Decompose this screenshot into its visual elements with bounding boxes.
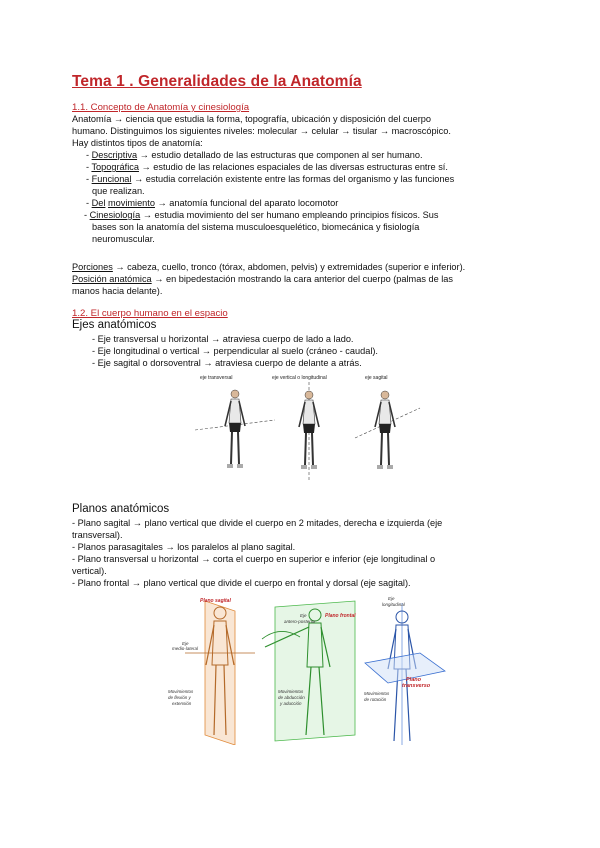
label-eje-ap: Eje — [300, 613, 307, 618]
page-title: Tema 1 . Generalidades de la Anatomía — [72, 73, 362, 90]
label-plano-frontal: Plano frontal — [325, 613, 356, 619]
axes-figure — [195, 368, 430, 483]
posicion-continuation: manos hacia delante). — [72, 286, 163, 296]
planes-figure — [160, 595, 450, 745]
label-plano-trans: Plano — [406, 677, 421, 683]
axis-label-transversal: eje transversal — [200, 375, 233, 381]
list-item-funcional: - Funcional → estudia correlación existente entre las formas del organismo y las funciones — [86, 174, 455, 184]
label-mov-fe: de flexión y — [168, 695, 191, 700]
plano-item: - Plano frontal → plano vertical que divide el cuerpo en frontal y dorsal (eje sagital). — [72, 578, 411, 588]
figure-plano-sagital — [168, 598, 255, 745]
list-item-continuation: neuromuscular. — [92, 234, 155, 244]
plano-item: transversal). — [72, 530, 123, 540]
list-item-continuation: bases son la anatomía del sistema musculoesquelético, biomecánica y fisiología — [92, 222, 420, 232]
porciones-line: Porciones → cabeza, cuello, tronco (tórax, abdomen, pelvis) y extremidades (superior e inferior). — [72, 262, 466, 272]
eje-item: - Eje longitudinal o vertical → perpendicular al suelo (cráneo - caudal). — [92, 346, 378, 356]
plano-item: - Plano transversal u horizontal → corta el cuerpo en superior e inferior (eje longitudinal o — [72, 554, 436, 564]
eje-item: - Eje transversal u horizontal → atraviesa cuerpo de lado a lado. — [92, 334, 354, 344]
figure-plano-transverso — [364, 596, 445, 745]
label-eje-long: Eje — [388, 596, 395, 601]
section-heading-1-2: 1.2. El cuerpo humano en el espacio — [72, 308, 228, 319]
ejes-subtitle: Ejes anatómicos — [72, 319, 157, 331]
figure-plano-frontal — [262, 601, 356, 741]
label-plano-trans: transverso — [402, 683, 431, 689]
label-mov-fe: extensión — [172, 701, 192, 706]
label-eje-ap: antero-posterior — [284, 619, 316, 624]
label-eje-ml: medio-lateral — [172, 646, 199, 651]
figure-sagital — [355, 375, 420, 469]
label-mov-aa: Movimientos — [278, 689, 304, 694]
planos-subtitle: Planos anatómicos — [72, 503, 170, 515]
figure-longitudinal — [272, 375, 327, 480]
label-mov-fe: Movimientos — [168, 689, 194, 694]
eje-item: - Eje sagital o dorsoventral → atraviesa cuerpo de delante a atrás. — [92, 358, 362, 368]
list-item-continuation: que realizan. — [92, 186, 145, 196]
plano-item: - Planos parasagitales → los paralelos al plano sagital. — [72, 542, 296, 552]
label-mov-rot: Movimientos — [364, 691, 390, 696]
paragraph-line: Hay distintos tipos de anatomía: — [72, 138, 203, 148]
axis-label-longitudinal: eje vertical o longitudinal — [272, 375, 327, 381]
list-item-topografica: - Topográfica → estudio de las relaciones espaciales de las diversas estructuras entre sí. — [86, 162, 448, 172]
paragraph-line: humano. Distinguimos los siguientes niveles: molecular → celular → tisular → macroscópico. — [72, 126, 451, 136]
label-mov-aa: de abducción — [278, 695, 305, 700]
label-mov-aa: y aducción — [280, 701, 302, 706]
list-item-descriptiva: - Descriptiva → estudio detallado de las estructuras que componen al ser humano. — [86, 150, 423, 160]
plano-item: - Plano sagital → plano vertical que divide el cuerpo en 2 mitades, derecha e izquierda (eje — [72, 518, 443, 528]
plano-item: vertical). — [72, 566, 107, 576]
figure-transversal — [195, 375, 275, 468]
paragraph-line: Anatomía → ciencia que estudia la forma, topografía, ubicación y disposición del cuerpo — [72, 114, 432, 124]
axis-label-sagital: eje sagital — [365, 375, 388, 381]
section-heading-1-1: 1.1. Concepto de Anatomía y cinesiología — [72, 102, 250, 113]
label-eje-ml: Eje — [182, 641, 189, 646]
posicion-line: Posición anatómica → en bipedestación mostrando la cara anterior del cuerpo (palmas de las — [72, 274, 453, 284]
label-eje-long: longitudinal — [382, 602, 405, 607]
list-item-cinesiologia: - Cinesiología → estudia movimiento del ser humano empleando principios físicos. Sus — [84, 210, 439, 220]
label-mov-rot: de rotación — [364, 697, 387, 702]
label-plano-sagital: Plano sagital — [200, 598, 231, 604]
list-item-movimiento: - Del movimiento → anatomía funcional del aparato locomotor — [86, 198, 339, 208]
